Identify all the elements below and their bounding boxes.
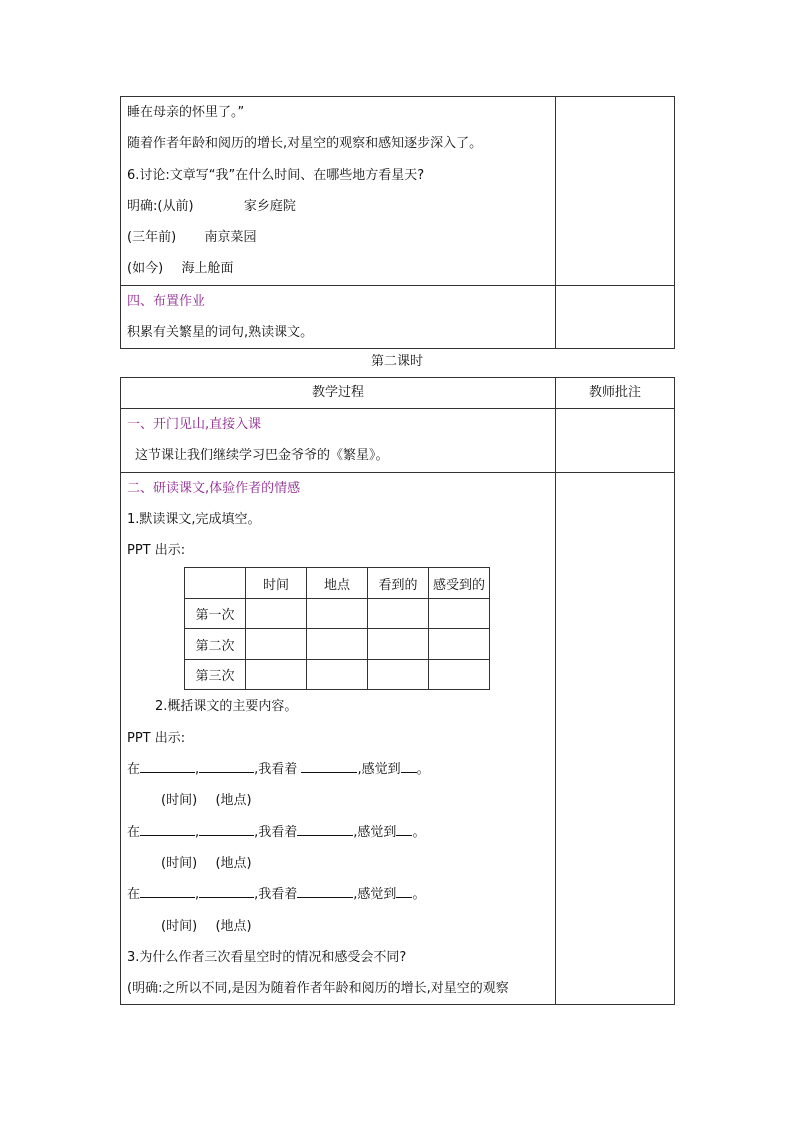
place-label: (地点) [215, 793, 252, 809]
clarify-line [127, 191, 549, 222]
fill-blank [396, 821, 412, 836]
inner-header-cell: 看到的 [368, 568, 429, 599]
process-cell [121, 285, 556, 349]
clarify-time: (如今) [127, 261, 164, 277]
fill-text: 在 [127, 824, 141, 840]
fill-labels [127, 911, 549, 942]
inner-row-label: 第三次 [185, 659, 246, 690]
fill-text: ,感觉到 [353, 824, 397, 840]
inner-empty-cell [307, 629, 368, 660]
fill-sentence [127, 754, 549, 785]
fill-blank [140, 758, 195, 773]
inner-empty-cell [307, 598, 368, 629]
inner-empty-cell [429, 659, 490, 690]
fill-text: 。 [416, 762, 430, 778]
fill-text: , [195, 762, 200, 778]
notes-cell [556, 285, 675, 349]
fill-blank [140, 821, 195, 836]
inner-empty-cell [307, 659, 368, 690]
section-heading: 二、研读课文,体验作者的情感 [127, 480, 301, 496]
fill-text: ,感觉到 [353, 887, 397, 903]
clarify-row [127, 222, 549, 253]
question-line: 2.概括课文的主要内容。 [155, 699, 298, 715]
clarify-place: 海上舱面 [181, 261, 234, 277]
fill-blank [401, 758, 417, 773]
section-heading: 四、布置作业 [127, 293, 206, 309]
fill-text: ,我看着 [254, 762, 298, 778]
text-line: 随着作者年龄和阅历的增长,对星空的观察和感知逐步深入了。 [127, 136, 483, 152]
fill-blank [297, 821, 353, 836]
lesson-table-part1 [120, 96, 675, 349]
notes-cell [556, 409, 675, 473]
fill-sentence [127, 817, 549, 848]
fill-text: 。 [412, 887, 426, 903]
header-notes: 教师批注 [556, 378, 675, 409]
inner-empty-cell [368, 598, 429, 629]
inner-empty-cell [246, 629, 307, 660]
fill-labels [127, 785, 549, 816]
time-label: (时间) [161, 793, 198, 809]
lesson-subtitle: 第二课时 [370, 354, 423, 369]
text-line: 睡在母亲的怀里了。” [127, 105, 245, 120]
answer-line: (明确:之所以不同,是因为随着作者年龄和阅历的增长,对星空的观察 [127, 981, 509, 997]
inner-row-label: 第一次 [185, 598, 246, 629]
process-cell [121, 97, 556, 286]
time-label: (时间) [161, 918, 198, 934]
inner-header-cell [185, 568, 246, 599]
text-line: 积累有关繁星的词句,熟读课文。 [127, 325, 314, 341]
clarify-time: (三年前) [127, 230, 177, 246]
inner-empty-cell [429, 598, 490, 629]
fill-text: ,我看着 [254, 887, 298, 903]
process-cell [121, 472, 556, 1005]
clarify-label: 明确:(从前) [127, 198, 194, 214]
place-label: (地点) [215, 918, 252, 934]
inner-empty-cell [246, 598, 307, 629]
text-line: 这节课让我们继续学习巴金爷爷的《繁星》。 [135, 448, 389, 464]
fill-in-table [184, 567, 490, 690]
process-cell [121, 409, 556, 473]
text-line: 6.讨论:文章写“我”在什么时间、在哪些地方看星天? [127, 167, 425, 183]
fill-text: , [195, 887, 200, 903]
fill-blank [199, 758, 254, 773]
inner-empty-cell [429, 629, 490, 660]
inner-empty-cell [368, 659, 429, 690]
clarify-place: 家乡庭院 [243, 198, 296, 214]
place-label: (地点) [215, 855, 252, 871]
fill-blank [199, 821, 254, 836]
question-line: 3.为什么作者三次看星空时的情况和感受会不同? [127, 949, 407, 965]
clarify-place: 南京菜园 [204, 230, 257, 246]
ppt-label: PPT 出示: [127, 730, 186, 746]
lesson-table-part2 [120, 377, 675, 1005]
fill-labels [127, 848, 549, 879]
fill-text: , [195, 824, 200, 840]
fill-text: 在 [127, 762, 141, 778]
section-heading: 一、开门见山,直接入课 [127, 417, 262, 432]
inner-empty-cell [246, 659, 307, 690]
fill-text: 在 [127, 887, 141, 903]
notes-cell [556, 97, 675, 286]
question-line: 1.默读课文,完成填空。 [127, 511, 261, 527]
fill-sentence [127, 879, 549, 910]
notes-cell [556, 472, 675, 1005]
inner-empty-cell [368, 629, 429, 660]
fill-text: ,感觉到 [357, 762, 401, 778]
inner-header-cell: 感受到的 [429, 568, 490, 599]
fill-blank [297, 883, 353, 898]
fill-blank [140, 883, 195, 898]
clarify-row [127, 253, 549, 284]
inner-header-cell: 时间 [246, 568, 307, 599]
fill-text: 。 [412, 824, 426, 840]
fill-blank [199, 883, 254, 898]
header-process: 教学过程 [121, 378, 556, 409]
fill-blank [396, 883, 412, 898]
inner-row-label: 第二次 [185, 629, 246, 660]
fill-blank [301, 758, 357, 773]
time-label: (时间) [161, 855, 198, 871]
ppt-label: PPT 出示: [127, 543, 186, 559]
fill-text: ,我看着 [254, 824, 298, 840]
inner-header-cell: 地点 [307, 568, 368, 599]
